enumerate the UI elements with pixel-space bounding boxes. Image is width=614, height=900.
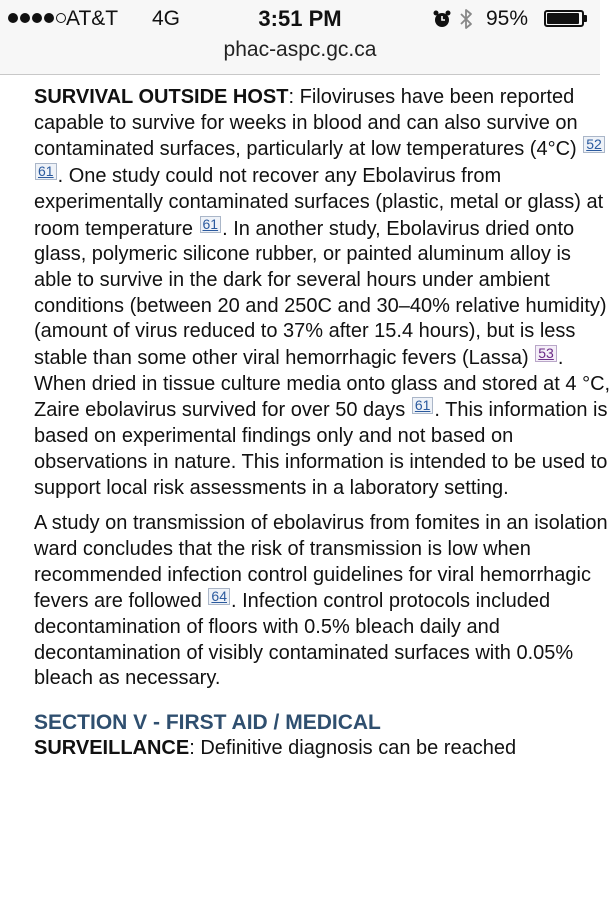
transmission-text-1: A study on transmission of ebolavirus from fomites in an isolation ward concludes that the risk of transmission is low when recommended infection control guidelines for viral hemorrhagic fevers are followed (34, 512, 608, 613)
transmission-paragraph (34, 511, 614, 692)
reference-link-61-b[interactable]: 61 (200, 216, 222, 233)
battery-tip (584, 15, 587, 22)
battery-icon (544, 10, 584, 27)
surveillance-text: : Definitive diagnosis can be reached (189, 736, 517, 759)
clock: 3:51 PM (258, 6, 342, 31)
article-body (34, 85, 614, 762)
bluetooth-icon (459, 8, 473, 30)
survival-text-3: . In another study, Ebolavirus dried onto glass, polymeric silicone rubber, or painted aluminum alloy is able to survive in the dark for several hours under ambient conditions (between 20 and 250C and 30–40% relative humidity) (amount of virus reduced to 37% after 15.4 hours), but is less stable than some other viral hemorrhagic fevers (Lassa) (34, 217, 607, 370)
survival-paragraph (34, 85, 614, 501)
reference-link-52[interactable]: 52 (583, 136, 605, 153)
transmission-text-2: . Infection control protocols included decontamination of floors with 0.5% bleach daily and decontamination of visibly contaminated surfaces with 0.05% bleach as necessary. (34, 590, 574, 690)
status-bar (0, 0, 600, 40)
survival-label: SURVIVAL OUTSIDE HOST (34, 86, 289, 108)
address-bar[interactable]: phac-aspc.gc.ca (223, 38, 377, 61)
reference-link-64[interactable]: 64 (208, 588, 230, 605)
reference-link-61[interactable]: 61 (35, 163, 57, 180)
battery-percent: 95% (486, 7, 529, 30)
section-heading: SECTION V - FIRST AID / MEDICAL (34, 711, 381, 735)
surveillance-paragraph (34, 736, 614, 762)
survival-text-5: . This information is based on experimental findings only and not based on observations in nature. This information is intended to be used to support local risk assessments in a laboratory setting. (34, 399, 608, 499)
survival-text-4: . When dried in tissue culture media onto glass and stored at 4 °C, Zaire ebolavirus survived for over 50 days (34, 347, 611, 422)
reference-link-61-c[interactable]: 61 (412, 397, 434, 414)
browser-header (0, 0, 600, 75)
network-type: 4G (152, 7, 181, 30)
reference-link-53[interactable]: 53 (535, 345, 557, 362)
survival-text-2: . One study could not recover any Ebolavirus from experimentally contaminated surfaces (plastic, metal or glass) at room temperature (34, 165, 604, 240)
carrier-name: AT&T (66, 7, 119, 30)
alarm-clock-icon (433, 10, 451, 28)
surveillance-label: SURVEILLANCE (34, 736, 190, 759)
survival-text-1: : Filoviruses have been reported capable to survive for weeks in blood and can also survive on contaminated surfaces, particularly at low temperatures (4°C) (34, 86, 583, 161)
battery-level (547, 13, 579, 24)
